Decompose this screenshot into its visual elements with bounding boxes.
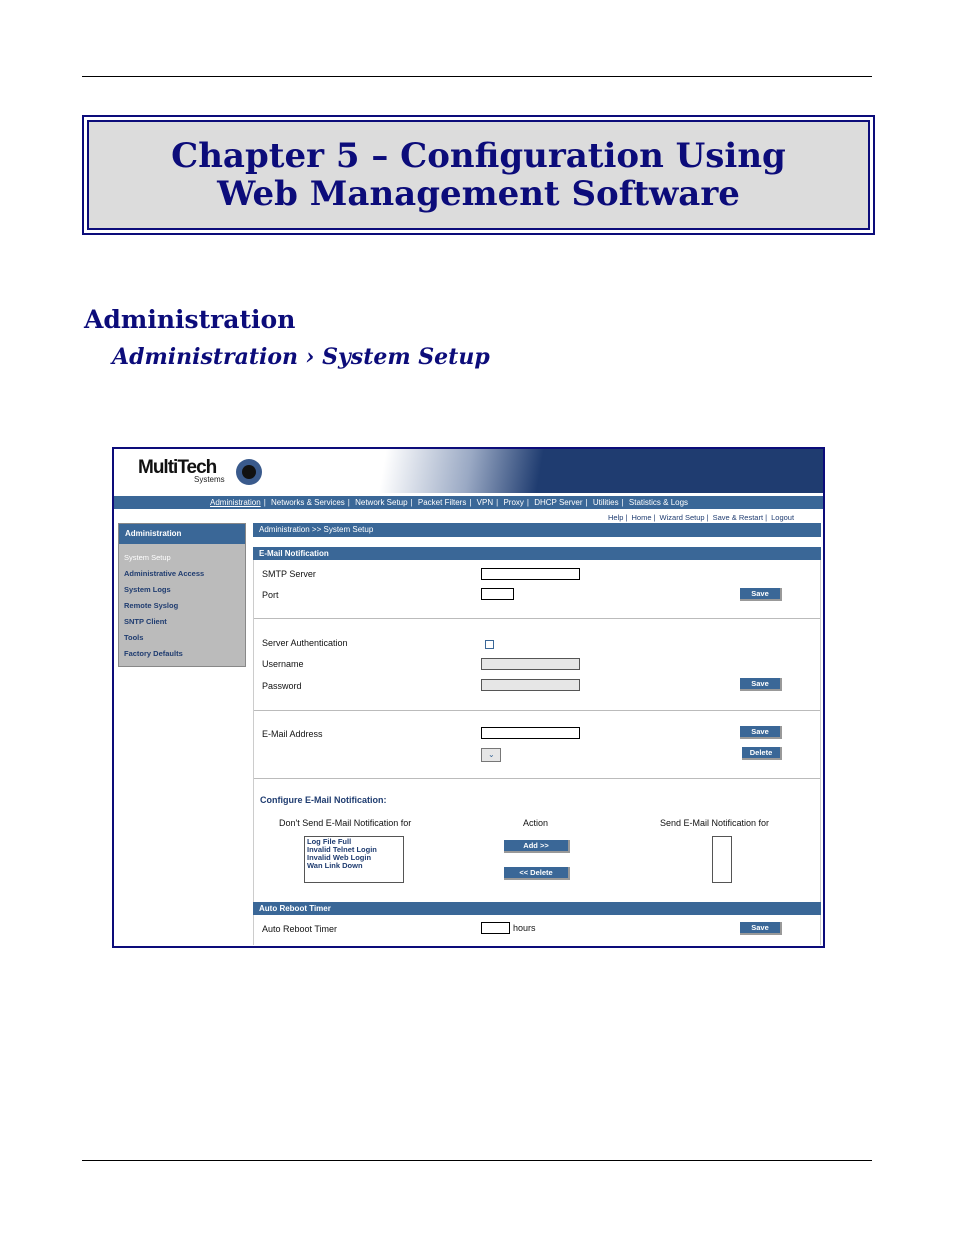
list-item[interactable]: Invalid Web Login [307,853,372,862]
sidebar-item-tools[interactable]: Tools [124,633,144,642]
header-banner [114,449,823,493]
section-heading: Administration [84,305,296,334]
chapter-title-line1: Chapter 5 – Configuration Using [171,136,786,176]
username-input[interactable] [481,658,580,670]
sidebar-item-administrative-access[interactable]: Administrative Access [124,569,205,578]
list-item[interactable]: Wan Link Down [307,861,363,870]
chapter-title-box [82,115,875,235]
save-smtp-button[interactable]: Save [740,588,782,601]
divider [254,710,820,711]
chapter-title-inner [87,120,870,230]
link-home[interactable]: Home [631,513,652,522]
send-listbox[interactable] [712,836,732,883]
nav-packet-filters[interactable]: Packet Filters [417,498,467,507]
server-auth-label: Server Authentication [262,638,348,648]
sidebar-item-system-logs[interactable]: System Logs [124,585,171,594]
main-nav: Administration | Networks & Services | Network Setup | Packet Filters | VPN | Proxy | DHCP Server | Utilities | Statistics & Logs [114,496,823,509]
add-notification-button[interactable]: Add >> [504,840,570,853]
password-input[interactable] [481,679,580,691]
smtp-server-label: SMTP Server [262,569,316,579]
dont-send-listbox[interactable] [304,836,404,883]
divider [254,618,820,619]
server-auth-checkbox[interactable] [485,640,494,649]
configure-notification-title: Configure E-Mail Notification: [260,795,387,805]
save-reboot-button[interactable]: Save [740,922,782,935]
dont-send-column-header: Don't Send E-Mail Notification for [279,818,412,828]
nav-administration[interactable]: Administration [210,498,261,507]
top-links: Help | Home | Wizard Setup | Save & Restart | Logout [608,513,795,522]
link-wizard-setup[interactable]: Wizard Setup [659,513,705,522]
smtp-server-input[interactable] [481,568,580,580]
logo-circle-icon [236,459,262,485]
multitech-logo [138,457,225,484]
sidebar-title: Administration [119,524,245,544]
auto-reboot-label: Auto Reboot Timer [262,924,338,934]
sidebar [118,523,246,667]
reboot-section-header: Auto Reboot Timer [253,902,821,915]
nav-statistics-logs[interactable]: Statistics & Logs [628,498,689,507]
header-rule [82,76,872,77]
action-column-header: Action [523,818,549,828]
logo-text: MultiTech [138,457,217,478]
link-logout[interactable]: Logout [771,513,795,522]
hours-label: hours [513,923,536,933]
nav-dhcp-server[interactable]: DHCP Server [534,498,583,507]
email-address-select[interactable] [481,748,501,762]
list-item[interactable]: Log File Full [307,837,352,846]
email-section-header: E-Mail Notification [253,547,821,560]
logo-subtext: Systems [194,475,225,484]
save-auth-button[interactable]: Save [740,678,782,691]
divider [254,778,820,779]
delete-email-button[interactable]: Delete [742,747,782,760]
nav-utilities[interactable]: Utilities [592,498,619,507]
list-item[interactable]: Invalid Telnet Login [307,845,377,854]
email-form [253,560,821,902]
chapter-title [171,137,786,213]
port-input[interactable] [481,588,514,600]
nav-networks-services[interactable]: Networks & Services [271,498,345,507]
link-help[interactable]: Help [608,513,624,522]
nav-network-setup[interactable]: Network Setup [355,498,408,507]
footer-rule [82,1160,872,1161]
sidebar-item-system-setup[interactable]: System Setup [124,553,171,562]
main-content [253,523,821,945]
nav-vpn[interactable]: VPN [476,498,494,507]
nav-proxy[interactable]: Proxy [503,498,524,507]
remove-notification-button[interactable]: << Delete [504,867,570,880]
username-label: Username [262,659,304,669]
email-address-input[interactable] [481,727,580,739]
subsection-heading: Administration › System Setup [112,344,490,370]
reboot-form [253,915,821,945]
sidebar-item-sntp-client[interactable]: SNTP Client [124,617,167,626]
link-save-restart[interactable]: Save & Restart [712,513,764,522]
sidebar-item-factory-defaults[interactable]: Factory Defaults [124,649,183,658]
auto-reboot-input[interactable] [481,922,510,934]
chevron-down-icon: ⌄ [488,750,495,759]
breadcrumb: Administration >> System Setup [253,523,821,537]
port-label: Port [262,590,279,600]
email-address-label: E-Mail Address [262,729,323,739]
password-label: Password [262,681,302,691]
send-column-header: Send E-Mail Notification for [660,818,770,828]
sidebar-item-remote-syslog[interactable]: Remote Syslog [124,601,179,610]
web-ui-screenshot [112,447,825,948]
save-email-button[interactable]: Save [740,726,782,739]
chapter-title-line2: Web Management Software [217,174,740,214]
